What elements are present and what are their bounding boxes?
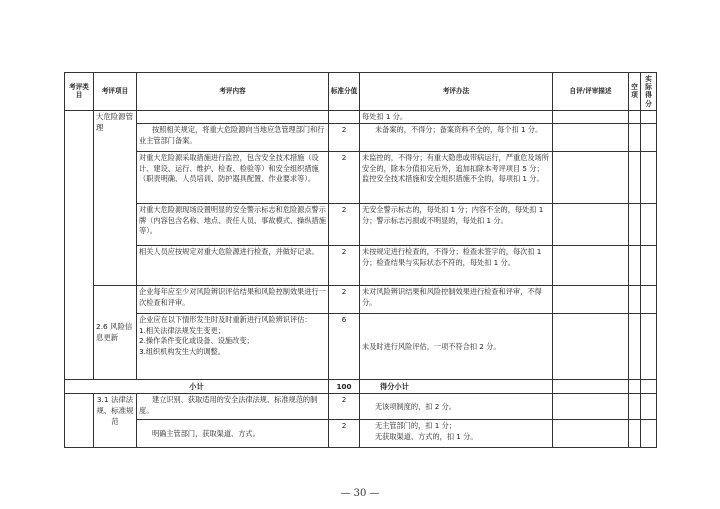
self-review-cell (553, 246, 629, 286)
empty-cell (629, 246, 641, 286)
empty-cell (629, 152, 641, 204)
item-cell: 3.1 法律法规、标准规范 (94, 394, 137, 448)
empty-cell (629, 286, 641, 314)
content-cell: 企业每年应至少对风险辨识评估结果和风险控制效果进行一次检查和评审。 (137, 286, 329, 314)
self-review-cell (553, 314, 629, 380)
content-cell: 对重大危险源现场设置明显的安全警示标志和危险源点警示牌（内容包含名称、地点、责任人员、事故模式、操纵措施等）。 (137, 204, 329, 246)
empty-cell (629, 314, 641, 380)
content-list-item: 3.组织机构发生大的调整。 (139, 346, 225, 356)
actual-score-cell (641, 394, 657, 420)
category-cell (65, 394, 94, 448)
table-row (65, 246, 657, 286)
self-review-cell (553, 152, 629, 204)
method-line: 无获取渠道、方式的，扣 1 分。 (374, 431, 478, 441)
score-cell: 2 (329, 124, 360, 152)
actual-score-cell (641, 420, 657, 448)
actual-score-cell (641, 314, 657, 380)
self-review-cell (553, 286, 629, 314)
subtotal-row (65, 380, 657, 394)
method-cell: 未对风险辨识结果和风险控制效果进行检查和评审，不得分。 (360, 286, 553, 314)
actual-score-cell (641, 204, 657, 246)
actual-score-cell (641, 380, 657, 394)
actual-score-cell (641, 246, 657, 286)
actual-score-cell (641, 110, 657, 123)
empty-cell (629, 204, 641, 246)
content-intro: 企业应在以下情形发生时及时重新进行风险辨识评估： (139, 315, 312, 325)
self-review-cell (553, 110, 629, 123)
self-review-cell (553, 380, 629, 394)
score-cell: 2 (329, 246, 360, 286)
method-cell: 每处扣 1 分。 (360, 110, 553, 123)
self-review-cell (553, 124, 629, 152)
empty-cell (629, 380, 641, 394)
score-cell: 2 (329, 420, 360, 448)
subtotal-method-label: 得分小计 (360, 380, 553, 394)
evaluation-table (64, 72, 657, 448)
header-category: 考评类目 (65, 73, 94, 111)
empty-cell (629, 124, 641, 152)
self-review-cell (553, 204, 629, 246)
header-item: 考评项目 (94, 73, 137, 111)
content-cell (137, 314, 329, 380)
actual-score-cell (641, 124, 657, 152)
table-row (65, 152, 657, 204)
method-cell: 未及时进行风险评估，一项不符合扣 2 分。 (360, 314, 553, 380)
header-self-review: 自评/评审描述 (553, 73, 629, 111)
method-cell: 未备案的，不得分；备案资料不全的，每个扣 1 分。 (360, 124, 553, 152)
method-cell: 无安全警示标志的，每处扣 1 分；内容不全的，每处扣 1 分；警示标志污损或不明显的，每处扣 1 分。 (360, 204, 553, 246)
score-cell: 2 (329, 152, 360, 204)
header-score: 标准分值 (329, 73, 360, 111)
content-list-item: 1.相关法律法规发生变更； (139, 325, 225, 335)
empty-cell (629, 394, 641, 420)
item-cell: 2.6 风险信息更新 (94, 286, 137, 380)
method-cell: 未监控的，不得分；有重大隐患或带病运行，严重危及场所安全的，除本分值扣完后外，追加扣除本考评项目 5 分；监控安全技术措施和安全组织措施不全的，每项扣 1 分。 (360, 152, 553, 204)
empty-cell (629, 420, 641, 448)
category-cell (65, 110, 94, 379)
table-header-row (65, 73, 657, 111)
table-row (65, 286, 657, 314)
content-cell: 建立识别、获取适用的安全法律法规、标准规范的制度。 (137, 394, 329, 420)
content-cell: 按照相关规定，将重大危险源向当地应急管理部门和行业主管部门备案。 (137, 124, 329, 152)
table-row (65, 110, 657, 123)
content-cell: 明确主管部门，获取渠道、方式。 (137, 420, 329, 448)
subtotal-label: 小计 (65, 380, 329, 394)
self-review-cell (553, 394, 629, 420)
score-cell (329, 110, 360, 123)
method-cell: 无该项制度的，扣 2 分。 (360, 394, 553, 420)
score-cell: 2 (329, 394, 360, 420)
page-number: — 30 — (340, 488, 380, 499)
content-cell (137, 110, 329, 123)
subtotal-score: 100 (329, 380, 360, 394)
actual-score-cell (641, 152, 657, 204)
header-method: 考评办法 (360, 73, 553, 111)
table-row (65, 204, 657, 246)
header-content: 考评内容 (137, 73, 329, 111)
method-cell (360, 420, 553, 448)
score-cell: 2 (329, 286, 360, 314)
table-row (65, 314, 657, 380)
table-row (65, 394, 657, 420)
table-row (65, 124, 657, 152)
method-cell: 未按规定进行检查的，不得分；检查未签字的，每次扣 1 分；检查结果与实际状态不符的，每处扣 1 分。 (360, 246, 553, 286)
item-cell: 大危险源管理 (94, 110, 137, 285)
content-cell: 相关人员应按规定对重大危险源进行检查，并做好记录。 (137, 246, 329, 286)
content-list-item: 2.操作条件变化或设备、设施改变； (139, 336, 254, 346)
actual-score-cell (641, 286, 657, 314)
header-empty: 空项 (629, 73, 641, 111)
empty-cell (629, 110, 641, 123)
self-review-cell (553, 420, 629, 448)
score-cell: 2 (329, 204, 360, 246)
method-line: 无主管部门的，扣 1 分； (374, 421, 456, 431)
content-cell: 对重大危险源采取措施进行监控，包含安全技术措施（设计、建设、运行、维护、检查、检验等）和安全组织措施（职责明确、人员培训、防护器具配置、作业要求等）。 (137, 152, 329, 204)
header-actual-score: 实际得分 (641, 73, 657, 111)
score-cell: 6 (329, 314, 360, 380)
table-row (65, 420, 657, 448)
